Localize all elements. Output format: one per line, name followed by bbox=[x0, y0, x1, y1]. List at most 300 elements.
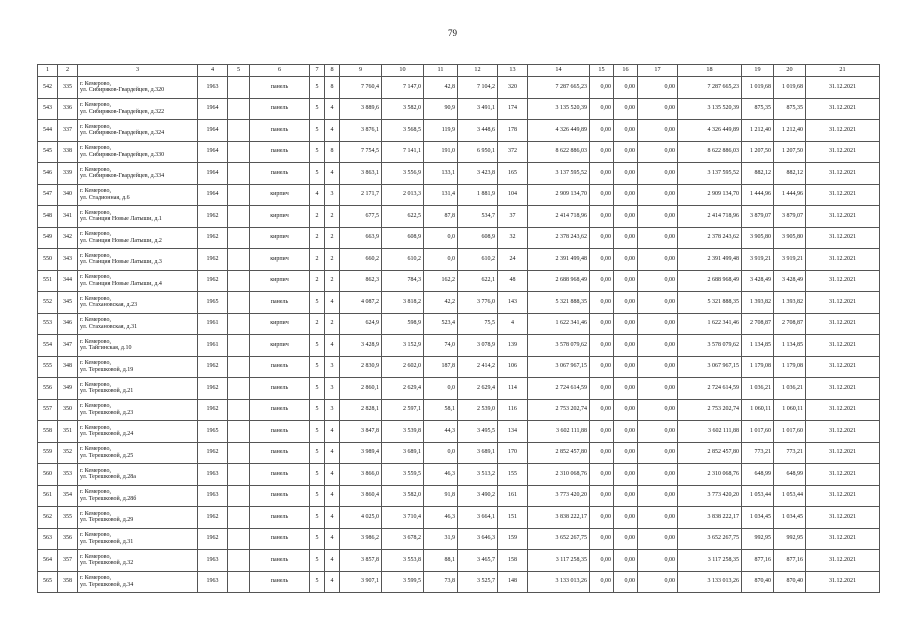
table-cell: 663,9 bbox=[340, 227, 382, 249]
table-cell: 3 423,8 bbox=[458, 163, 498, 185]
table-cell: 5 bbox=[310, 335, 325, 357]
table-cell: 3 857,8 bbox=[340, 550, 382, 572]
table-cell: 46,3 bbox=[424, 464, 458, 486]
table-cell: 1 207,50 bbox=[774, 141, 806, 163]
table-cell: 0,00 bbox=[638, 335, 678, 357]
table-cell: 337 bbox=[58, 120, 78, 142]
table-cell: 3 490,2 bbox=[458, 485, 498, 507]
table-row bbox=[38, 313, 880, 335]
table-cell: 338 bbox=[58, 141, 78, 163]
table-cell: 31.12.2021 bbox=[806, 550, 880, 572]
table-cell: 3 133 013,26 bbox=[528, 571, 590, 593]
table-cell: 0,00 bbox=[638, 249, 678, 271]
address-cell: г. Кемерово, ул. Сибиряков-Гвардейцев, д.320 bbox=[78, 77, 198, 99]
table-cell: 4 bbox=[325, 163, 340, 185]
table-cell: 882,12 bbox=[742, 163, 774, 185]
address-cell: г. Кемерово, ул. Терешковой, д.31 bbox=[78, 528, 198, 550]
table-cell: 2 909 134,70 bbox=[678, 184, 742, 206]
table-cell: 0,00 bbox=[590, 141, 614, 163]
table-cell: 31.12.2021 bbox=[806, 206, 880, 228]
table-cell: 3 919,21 bbox=[742, 249, 774, 271]
table-cell: панель bbox=[250, 378, 310, 400]
table-cell: 165 bbox=[498, 163, 528, 185]
table-cell: 545 bbox=[38, 141, 58, 163]
table-cell: 158 bbox=[498, 550, 528, 572]
table-cell: 1 393,82 bbox=[774, 292, 806, 314]
table-cell: 31.12.2021 bbox=[806, 313, 880, 335]
table-cell: 2 852 457,80 bbox=[678, 442, 742, 464]
table-cell: 0,00 bbox=[590, 77, 614, 99]
table-cell: 3 553,8 bbox=[382, 550, 424, 572]
address-cell: г. Кемерово, ул. Терешковой, д.25 bbox=[78, 442, 198, 464]
table-cell bbox=[228, 356, 250, 378]
buildings-table bbox=[37, 64, 880, 593]
table-cell: 549 bbox=[38, 227, 58, 249]
table-cell: 0,00 bbox=[590, 227, 614, 249]
table-cell: 88,1 bbox=[424, 550, 458, 572]
table-cell: 563 bbox=[38, 528, 58, 550]
table-cell: 5 bbox=[310, 141, 325, 163]
column-header: 13 bbox=[498, 65, 528, 77]
table-cell: 3 525,7 bbox=[458, 571, 498, 593]
table-cell: панель bbox=[250, 485, 310, 507]
page-number: 79 bbox=[448, 28, 457, 38]
table-cell: 3 866,0 bbox=[340, 464, 382, 486]
table-cell: 0,00 bbox=[590, 120, 614, 142]
table-cell bbox=[228, 485, 250, 507]
table-cell: 3 847,8 bbox=[340, 421, 382, 443]
table-row bbox=[38, 98, 880, 120]
table-cell bbox=[228, 120, 250, 142]
table-cell: 0,00 bbox=[614, 292, 638, 314]
address-cell: г. Кемерово, ул. Терешковой, д.32 bbox=[78, 550, 198, 572]
table-cell: панель bbox=[250, 399, 310, 421]
table-cell: 559 bbox=[38, 442, 58, 464]
table-cell: 608,9 bbox=[458, 227, 498, 249]
table-cell: 354 bbox=[58, 485, 78, 507]
table-row bbox=[38, 270, 880, 292]
table-cell: 3 838 222,17 bbox=[678, 507, 742, 529]
table-cell: 1963 bbox=[198, 77, 228, 99]
table-cell: 2 830,9 bbox=[340, 356, 382, 378]
table-cell: 356 bbox=[58, 528, 78, 550]
table-cell: 31.12.2021 bbox=[806, 292, 880, 314]
table-cell: 161 bbox=[498, 485, 528, 507]
table-cell: 155 bbox=[498, 464, 528, 486]
table-cell: 0,0 bbox=[424, 227, 458, 249]
table-cell: 0,00 bbox=[638, 163, 678, 185]
table-cell: 31.12.2021 bbox=[806, 98, 880, 120]
table-cell: 870,40 bbox=[742, 571, 774, 593]
table-cell: 5 bbox=[310, 77, 325, 99]
table-cell: 357 bbox=[58, 550, 78, 572]
table-cell: 0,00 bbox=[614, 270, 638, 292]
column-header: 8 bbox=[325, 65, 340, 77]
table-cell: 31.12.2021 bbox=[806, 378, 880, 400]
table-cell: 3 879,07 bbox=[742, 206, 774, 228]
table-row bbox=[38, 550, 880, 572]
table-cell: 862,3 bbox=[340, 270, 382, 292]
table-cell: 557 bbox=[38, 399, 58, 421]
table-cell: 341 bbox=[58, 206, 78, 228]
table-cell bbox=[228, 77, 250, 99]
table-cell: 1962 bbox=[198, 378, 228, 400]
table-cell: 1 393,82 bbox=[742, 292, 774, 314]
table-cell: 3 117 258,35 bbox=[528, 550, 590, 572]
table-cell: 1 036,21 bbox=[774, 378, 806, 400]
table-row bbox=[38, 163, 880, 185]
table-cell: панель bbox=[250, 442, 310, 464]
table-cell: 31.12.2021 bbox=[806, 507, 880, 529]
table-cell: 3 678,2 bbox=[382, 528, 424, 550]
table-cell: 31.12.2021 bbox=[806, 356, 880, 378]
table-cell: 31.12.2021 bbox=[806, 77, 880, 99]
table-cell: 2 414 718,96 bbox=[678, 206, 742, 228]
table-cell: 622,1 bbox=[458, 270, 498, 292]
table-cell: 1962 bbox=[198, 356, 228, 378]
table-cell: 5 bbox=[310, 292, 325, 314]
table-cell: 1 179,08 bbox=[742, 356, 774, 378]
table-cell: кирпич bbox=[250, 227, 310, 249]
table-cell: 1 053,44 bbox=[742, 485, 774, 507]
table-cell: 1962 bbox=[198, 227, 228, 249]
table-cell: 0,00 bbox=[614, 421, 638, 443]
table-cell: 3 919,21 bbox=[774, 249, 806, 271]
table-cell bbox=[228, 163, 250, 185]
table-cell: 4 bbox=[325, 507, 340, 529]
table-cell: 4 326 449,89 bbox=[528, 120, 590, 142]
table-cell: 2 852 457,80 bbox=[528, 442, 590, 464]
table-cell: 75,5 bbox=[458, 313, 498, 335]
table-cell: 1962 bbox=[198, 442, 228, 464]
table-cell: 3 568,5 bbox=[382, 120, 424, 142]
table-cell: 74,0 bbox=[424, 335, 458, 357]
table-cell: 3 863,1 bbox=[340, 163, 382, 185]
table-cell: 31.12.2021 bbox=[806, 163, 880, 185]
table-cell: 42,2 bbox=[424, 292, 458, 314]
table-cell: 2 bbox=[325, 206, 340, 228]
table-cell: 174 bbox=[498, 98, 528, 120]
table-cell: 0,00 bbox=[590, 356, 614, 378]
table-cell: 3 652 267,75 bbox=[528, 528, 590, 550]
table-row bbox=[38, 227, 880, 249]
table-cell: 148 bbox=[498, 571, 528, 593]
table-cell: 119,9 bbox=[424, 120, 458, 142]
table-cell: 0,00 bbox=[638, 356, 678, 378]
column-header: 20 bbox=[774, 65, 806, 77]
table-cell: 178 bbox=[498, 120, 528, 142]
table-cell: 0,00 bbox=[590, 507, 614, 529]
table-row bbox=[38, 485, 880, 507]
address-cell: г. Кемерово, ул. Терешковой, д.19 bbox=[78, 356, 198, 378]
address-cell: г. Кемерово, ул. Терешковой, д.29 bbox=[78, 507, 198, 529]
table-cell bbox=[228, 184, 250, 206]
table-cell: 0,00 bbox=[590, 528, 614, 550]
table-cell: 1 212,40 bbox=[774, 120, 806, 142]
table-row bbox=[38, 528, 880, 550]
table-cell: 6 950,1 bbox=[458, 141, 498, 163]
table-cell: 7 287 665,23 bbox=[528, 77, 590, 99]
table-cell: 2 013,3 bbox=[382, 184, 424, 206]
table-cell: 3 860,4 bbox=[340, 485, 382, 507]
table-cell: 352 bbox=[58, 442, 78, 464]
table-cell: 608,9 bbox=[382, 227, 424, 249]
table-cell bbox=[228, 249, 250, 271]
table-cell: 1 444,96 bbox=[774, 184, 806, 206]
table-cell: 3 602 111,88 bbox=[678, 421, 742, 443]
table-cell: 5 bbox=[310, 571, 325, 593]
table-cell: 648,99 bbox=[742, 464, 774, 486]
table-cell: 0,00 bbox=[614, 141, 638, 163]
table-cell: 143 bbox=[498, 292, 528, 314]
table-cell: 0,00 bbox=[638, 550, 678, 572]
table-cell: панель bbox=[250, 528, 310, 550]
table-cell: 5 321 888,35 bbox=[678, 292, 742, 314]
table-cell: 554 bbox=[38, 335, 58, 357]
table-cell: 106 bbox=[498, 356, 528, 378]
table-cell: 3 989,4 bbox=[340, 442, 382, 464]
table-cell: 0,00 bbox=[590, 335, 614, 357]
table-cell: 2 171,7 bbox=[340, 184, 382, 206]
table-cell: 0,00 bbox=[590, 464, 614, 486]
table-cell: 553 bbox=[38, 313, 58, 335]
table-cell: 3 710,4 bbox=[382, 507, 424, 529]
table-cell: 187,8 bbox=[424, 356, 458, 378]
table-cell: 2 414,2 bbox=[458, 356, 498, 378]
table-cell: 3 986,2 bbox=[340, 528, 382, 550]
table-cell: 1962 bbox=[198, 270, 228, 292]
table-cell bbox=[228, 98, 250, 120]
address-cell: г. Кемерово, ул. Сибиряков-Гвардейцев, д.330 bbox=[78, 141, 198, 163]
table-cell: 4 bbox=[498, 313, 528, 335]
table-cell: 2 bbox=[325, 270, 340, 292]
address-cell: г. Кемерово, ул. Станция Новые Латыши, д.1 bbox=[78, 206, 198, 228]
table-cell: 3 428,49 bbox=[774, 270, 806, 292]
table-cell: 5 bbox=[310, 356, 325, 378]
table-cell: 0,00 bbox=[614, 120, 638, 142]
table-cell: 2 539,0 bbox=[458, 399, 498, 421]
table-cell: 1963 bbox=[198, 464, 228, 486]
table-row bbox=[38, 378, 880, 400]
table-cell: 343 bbox=[58, 249, 78, 271]
table-cell: 877,16 bbox=[774, 550, 806, 572]
table-cell: панель bbox=[250, 421, 310, 443]
table-cell: 1 060,11 bbox=[742, 399, 774, 421]
table-cell: 0,00 bbox=[590, 399, 614, 421]
table-cell: 320 bbox=[498, 77, 528, 99]
table-cell: 91,8 bbox=[424, 485, 458, 507]
table-cell: 2 378 243,62 bbox=[678, 227, 742, 249]
table-cell: 1 134,85 bbox=[774, 335, 806, 357]
table-cell: 3 137 595,52 bbox=[678, 163, 742, 185]
address-cell: г. Кемерово, ул. Стахановская, д.31 bbox=[78, 313, 198, 335]
table-cell: 0,00 bbox=[614, 335, 638, 357]
table-cell: 5 bbox=[310, 507, 325, 529]
table-cell: 0,00 bbox=[614, 206, 638, 228]
table-cell: панель bbox=[250, 141, 310, 163]
table-cell: 0,00 bbox=[638, 313, 678, 335]
address-cell: г. Кемерово, ул. Сибиряков-Гвардейцев, д.334 bbox=[78, 163, 198, 185]
table-cell: 0,00 bbox=[614, 313, 638, 335]
table-cell: 2 bbox=[310, 206, 325, 228]
address-cell: г. Кемерово, ул. Терешковой, д.34 bbox=[78, 571, 198, 593]
address-cell: г. Кемерово, ул. Тайгинская, д.10 bbox=[78, 335, 198, 357]
table-cell: 0,0 bbox=[424, 378, 458, 400]
table-cell: 3 664,1 bbox=[458, 507, 498, 529]
table-cell: 3 876,1 bbox=[340, 120, 382, 142]
column-header: 11 bbox=[424, 65, 458, 77]
table-cell bbox=[228, 378, 250, 400]
table-cell: 3 818,2 bbox=[382, 292, 424, 314]
table-cell: 0,00 bbox=[638, 571, 678, 593]
column-header: 16 bbox=[614, 65, 638, 77]
table-cell: 1 622 341,46 bbox=[678, 313, 742, 335]
table-cell: 1 881,9 bbox=[458, 184, 498, 206]
table-cell: 3 582,0 bbox=[382, 98, 424, 120]
table-cell: 1963 bbox=[198, 485, 228, 507]
table-cell: 558 bbox=[38, 421, 58, 443]
table-cell: 1 622 341,46 bbox=[528, 313, 590, 335]
table-cell: 4 bbox=[325, 550, 340, 572]
table-row bbox=[38, 442, 880, 464]
table-cell: 0,00 bbox=[590, 292, 614, 314]
table-cell: 162,2 bbox=[424, 270, 458, 292]
table-cell: 3 135 520,39 bbox=[678, 98, 742, 120]
table-cell: панель bbox=[250, 163, 310, 185]
table-cell: 552 bbox=[38, 292, 58, 314]
column-header: 17 bbox=[638, 65, 678, 77]
table-cell: 3 578 079,62 bbox=[678, 335, 742, 357]
table-row bbox=[38, 206, 880, 228]
table-row bbox=[38, 571, 880, 593]
table-cell: 4 bbox=[325, 421, 340, 443]
table-cell: 0,00 bbox=[638, 184, 678, 206]
table-cell bbox=[228, 442, 250, 464]
table-cell: 5 321 888,35 bbox=[528, 292, 590, 314]
table-row bbox=[38, 356, 880, 378]
table-cell: панель bbox=[250, 356, 310, 378]
table-cell: 0,00 bbox=[590, 485, 614, 507]
table-cell: 3 133 013,26 bbox=[678, 571, 742, 593]
table-cell: 5 bbox=[310, 550, 325, 572]
table-cell: 0,00 bbox=[590, 313, 614, 335]
table-cell bbox=[228, 507, 250, 529]
table-cell bbox=[228, 206, 250, 228]
table-cell: 73,8 bbox=[424, 571, 458, 593]
table-cell: 0,00 bbox=[638, 77, 678, 99]
table-cell: 3 559,5 bbox=[382, 464, 424, 486]
table-cell: 31.12.2021 bbox=[806, 399, 880, 421]
table-cell: 2 688 968,49 bbox=[528, 270, 590, 292]
table-cell: 7 287 665,23 bbox=[678, 77, 742, 99]
table-cell: 336 bbox=[58, 98, 78, 120]
column-header: 7 bbox=[310, 65, 325, 77]
table-cell: 31.12.2021 bbox=[806, 249, 880, 271]
table-cell: 2 378 243,62 bbox=[528, 227, 590, 249]
table-cell: 0,00 bbox=[614, 249, 638, 271]
table-cell: 3 602 111,88 bbox=[528, 421, 590, 443]
table-row bbox=[38, 292, 880, 314]
table-cell: 3 135 520,39 bbox=[528, 98, 590, 120]
table-cell: 7 141,1 bbox=[382, 141, 424, 163]
table-cell: 3 bbox=[325, 378, 340, 400]
table-cell: 543 bbox=[38, 98, 58, 120]
column-header: 2 bbox=[58, 65, 78, 77]
table-cell: кирпич bbox=[250, 249, 310, 271]
table-cell: 0,00 bbox=[638, 464, 678, 486]
table-cell: 5 bbox=[310, 98, 325, 120]
table-cell: 875,35 bbox=[742, 98, 774, 120]
table-cell: 191,0 bbox=[424, 141, 458, 163]
table-cell: 1961 bbox=[198, 335, 228, 357]
table-cell: кирпич bbox=[250, 270, 310, 292]
table-cell: 992,95 bbox=[742, 528, 774, 550]
table-cell: 1 034,45 bbox=[742, 507, 774, 529]
table-cell: 0,00 bbox=[614, 550, 638, 572]
table-cell: 3 428,9 bbox=[340, 335, 382, 357]
table-cell: 131,4 bbox=[424, 184, 458, 206]
table-cell bbox=[228, 464, 250, 486]
table-cell: 610,2 bbox=[382, 249, 424, 271]
table-row bbox=[38, 335, 880, 357]
table-cell: 0,00 bbox=[614, 485, 638, 507]
table-cell: 1965 bbox=[198, 292, 228, 314]
column-header: 10 bbox=[382, 65, 424, 77]
table-cell bbox=[228, 399, 250, 421]
address-cell: г. Кемерово, ул. Станция Новые Латыши, д.2 bbox=[78, 227, 198, 249]
column-header: 9 bbox=[340, 65, 382, 77]
table-cell: 1 060,11 bbox=[774, 399, 806, 421]
table-cell: 4 bbox=[325, 485, 340, 507]
table-cell: 349 bbox=[58, 378, 78, 400]
table-cell: 542 bbox=[38, 77, 58, 99]
table-cell: 0,00 bbox=[638, 206, 678, 228]
table-cell: 3 117 258,35 bbox=[678, 550, 742, 572]
table-cell: 32 bbox=[498, 227, 528, 249]
table-cell: 159 bbox=[498, 528, 528, 550]
table-cell: 5 bbox=[310, 485, 325, 507]
table-cell: 0,00 bbox=[614, 163, 638, 185]
table-cell: 2 310 068,76 bbox=[528, 464, 590, 486]
table-cell: панель bbox=[250, 77, 310, 99]
table-cell: 2 414 718,96 bbox=[528, 206, 590, 228]
table-cell: 2 724 614,59 bbox=[528, 378, 590, 400]
table-cell: 31.12.2021 bbox=[806, 485, 880, 507]
table-cell: 2 828,1 bbox=[340, 399, 382, 421]
table-cell: 551 bbox=[38, 270, 58, 292]
table-cell: 1 053,44 bbox=[774, 485, 806, 507]
address-cell: г. Кемерово, ул. Сибиряков-Гвардейцев, д.322 bbox=[78, 98, 198, 120]
table-cell: 3 078,9 bbox=[458, 335, 498, 357]
table-cell: 2 310 068,76 bbox=[678, 464, 742, 486]
table-cell: 0,00 bbox=[614, 77, 638, 99]
table-row bbox=[38, 507, 880, 529]
address-cell: г. Кемерово, ул. Стадионная, д.6 bbox=[78, 184, 198, 206]
table-cell: 104 bbox=[498, 184, 528, 206]
table-cell: 353 bbox=[58, 464, 78, 486]
table-cell: 0,00 bbox=[590, 421, 614, 443]
table-cell: 546 bbox=[38, 163, 58, 185]
table-cell bbox=[228, 571, 250, 593]
table-cell: 2 597,1 bbox=[382, 399, 424, 421]
table-cell: 134 bbox=[498, 421, 528, 443]
table-row bbox=[38, 120, 880, 142]
table-cell: 2 bbox=[325, 313, 340, 335]
table-cell: 2 629,4 bbox=[382, 378, 424, 400]
table-cell: 3 652 267,75 bbox=[678, 528, 742, 550]
address-cell: г. Кемерово, ул. Терешковой, д.28б bbox=[78, 485, 198, 507]
table-cell: 344 bbox=[58, 270, 78, 292]
